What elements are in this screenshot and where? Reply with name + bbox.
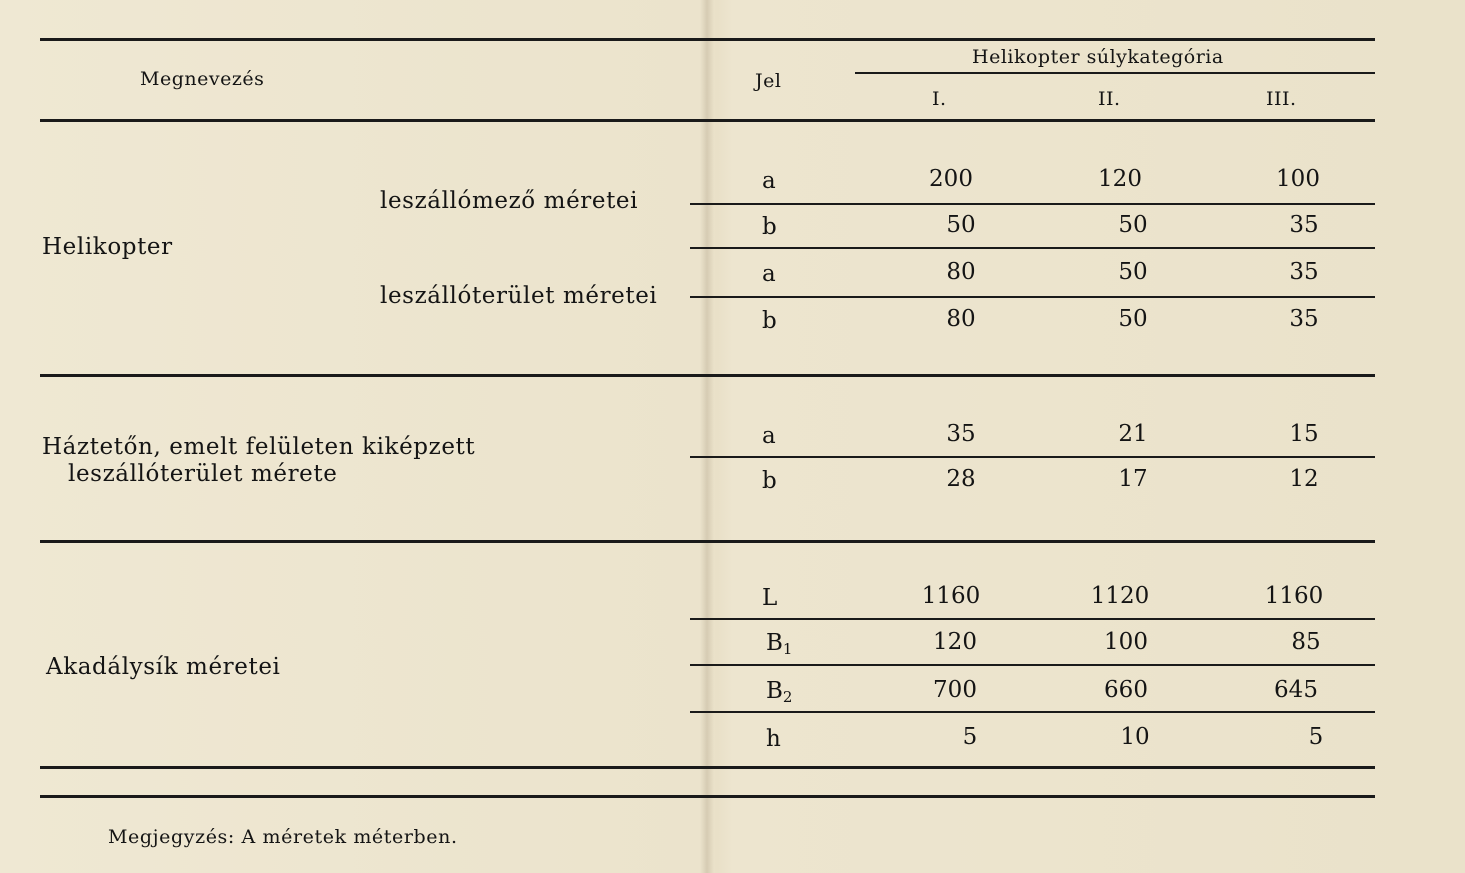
row-value: 645 bbox=[1274, 677, 1318, 703]
section-rule bbox=[40, 374, 1375, 377]
footnote: Megjegyzés: A méretek méterben. bbox=[108, 826, 458, 848]
row-value: 50 bbox=[1118, 259, 1148, 285]
category-header-2: II. bbox=[1098, 88, 1121, 110]
category-header-3: III. bbox=[1266, 88, 1297, 110]
row-value: 660 bbox=[1104, 677, 1148, 703]
row-value: 50 bbox=[946, 212, 976, 238]
row-symbol: a bbox=[762, 168, 776, 194]
name-column-header: Megnevezés bbox=[140, 68, 265, 90]
row-value: 35 bbox=[1289, 212, 1319, 238]
row-symbol: b bbox=[762, 214, 777, 240]
row-symbol: a bbox=[762, 423, 776, 449]
section-label-obstacle: Akadálysík méretei bbox=[46, 654, 281, 680]
row-symbol: $B_2$ bbox=[766, 678, 793, 706]
row-value: 5 bbox=[1308, 724, 1324, 750]
section-label-roof-line2: leszállóterület mérete bbox=[68, 461, 338, 487]
header-bottom-rule bbox=[40, 119, 1375, 122]
section-label-helikopter: Helikopter bbox=[42, 234, 173, 260]
symbol-column-header: Jel bbox=[755, 70, 782, 92]
row-value: 28 bbox=[946, 466, 976, 492]
row-symbol: $B_1$ bbox=[766, 630, 793, 658]
row-rule bbox=[690, 711, 1375, 713]
landing-field-label: leszállómező méretei bbox=[380, 188, 639, 214]
row-value: 50 bbox=[1118, 306, 1148, 332]
row-value: 120 bbox=[933, 629, 977, 655]
row-value: 35 bbox=[1289, 306, 1319, 332]
page-fold bbox=[700, 0, 714, 873]
row-rule bbox=[690, 456, 1375, 458]
top-rule bbox=[40, 38, 1375, 41]
row-rule bbox=[690, 618, 1375, 620]
row-symbol: b bbox=[762, 308, 777, 334]
row-value: 12 bbox=[1289, 466, 1319, 492]
row-value: 35 bbox=[946, 421, 976, 447]
row-value: 80 bbox=[946, 259, 976, 285]
row-symbol: h bbox=[766, 726, 781, 752]
row-value: 5 bbox=[962, 724, 978, 750]
row-value: 700 bbox=[933, 677, 977, 703]
row-symbol: b bbox=[762, 468, 777, 494]
category-rule bbox=[855, 72, 1375, 74]
row-rule bbox=[690, 203, 1375, 205]
row-value: 50 bbox=[1118, 212, 1148, 238]
row-value: 17 bbox=[1118, 466, 1148, 492]
row-value: 35 bbox=[1289, 259, 1319, 285]
row-value: 80 bbox=[946, 306, 976, 332]
row-rule bbox=[690, 296, 1375, 298]
row-value: 100 bbox=[1104, 629, 1148, 655]
section-label-roof-line1: Háztetőn, emelt felületen kiképzett bbox=[42, 434, 476, 460]
row-value: 200 bbox=[929, 166, 973, 192]
row-value: 10 bbox=[1120, 724, 1150, 750]
section-rule bbox=[40, 766, 1375, 769]
category-title: Helikopter súlykategória bbox=[972, 46, 1224, 68]
row-value: 85 bbox=[1291, 629, 1321, 655]
row-value: 100 bbox=[1276, 166, 1320, 192]
category-header-1: I. bbox=[932, 88, 947, 110]
row-value: 1160 bbox=[1264, 583, 1324, 609]
landing-area-label: leszállóterület méretei bbox=[380, 283, 658, 309]
row-symbol: L bbox=[762, 585, 778, 611]
row-value: 120 bbox=[1098, 166, 1142, 192]
row-value: 1120 bbox=[1090, 583, 1150, 609]
row-rule bbox=[690, 664, 1375, 666]
row-rule bbox=[690, 247, 1375, 249]
row-value: 1160 bbox=[921, 583, 981, 609]
row-value: 15 bbox=[1289, 421, 1319, 447]
row-value: 21 bbox=[1118, 421, 1148, 447]
row-symbol: a bbox=[762, 261, 776, 287]
section-rule bbox=[40, 540, 1375, 543]
bottom-rule bbox=[40, 795, 1375, 798]
